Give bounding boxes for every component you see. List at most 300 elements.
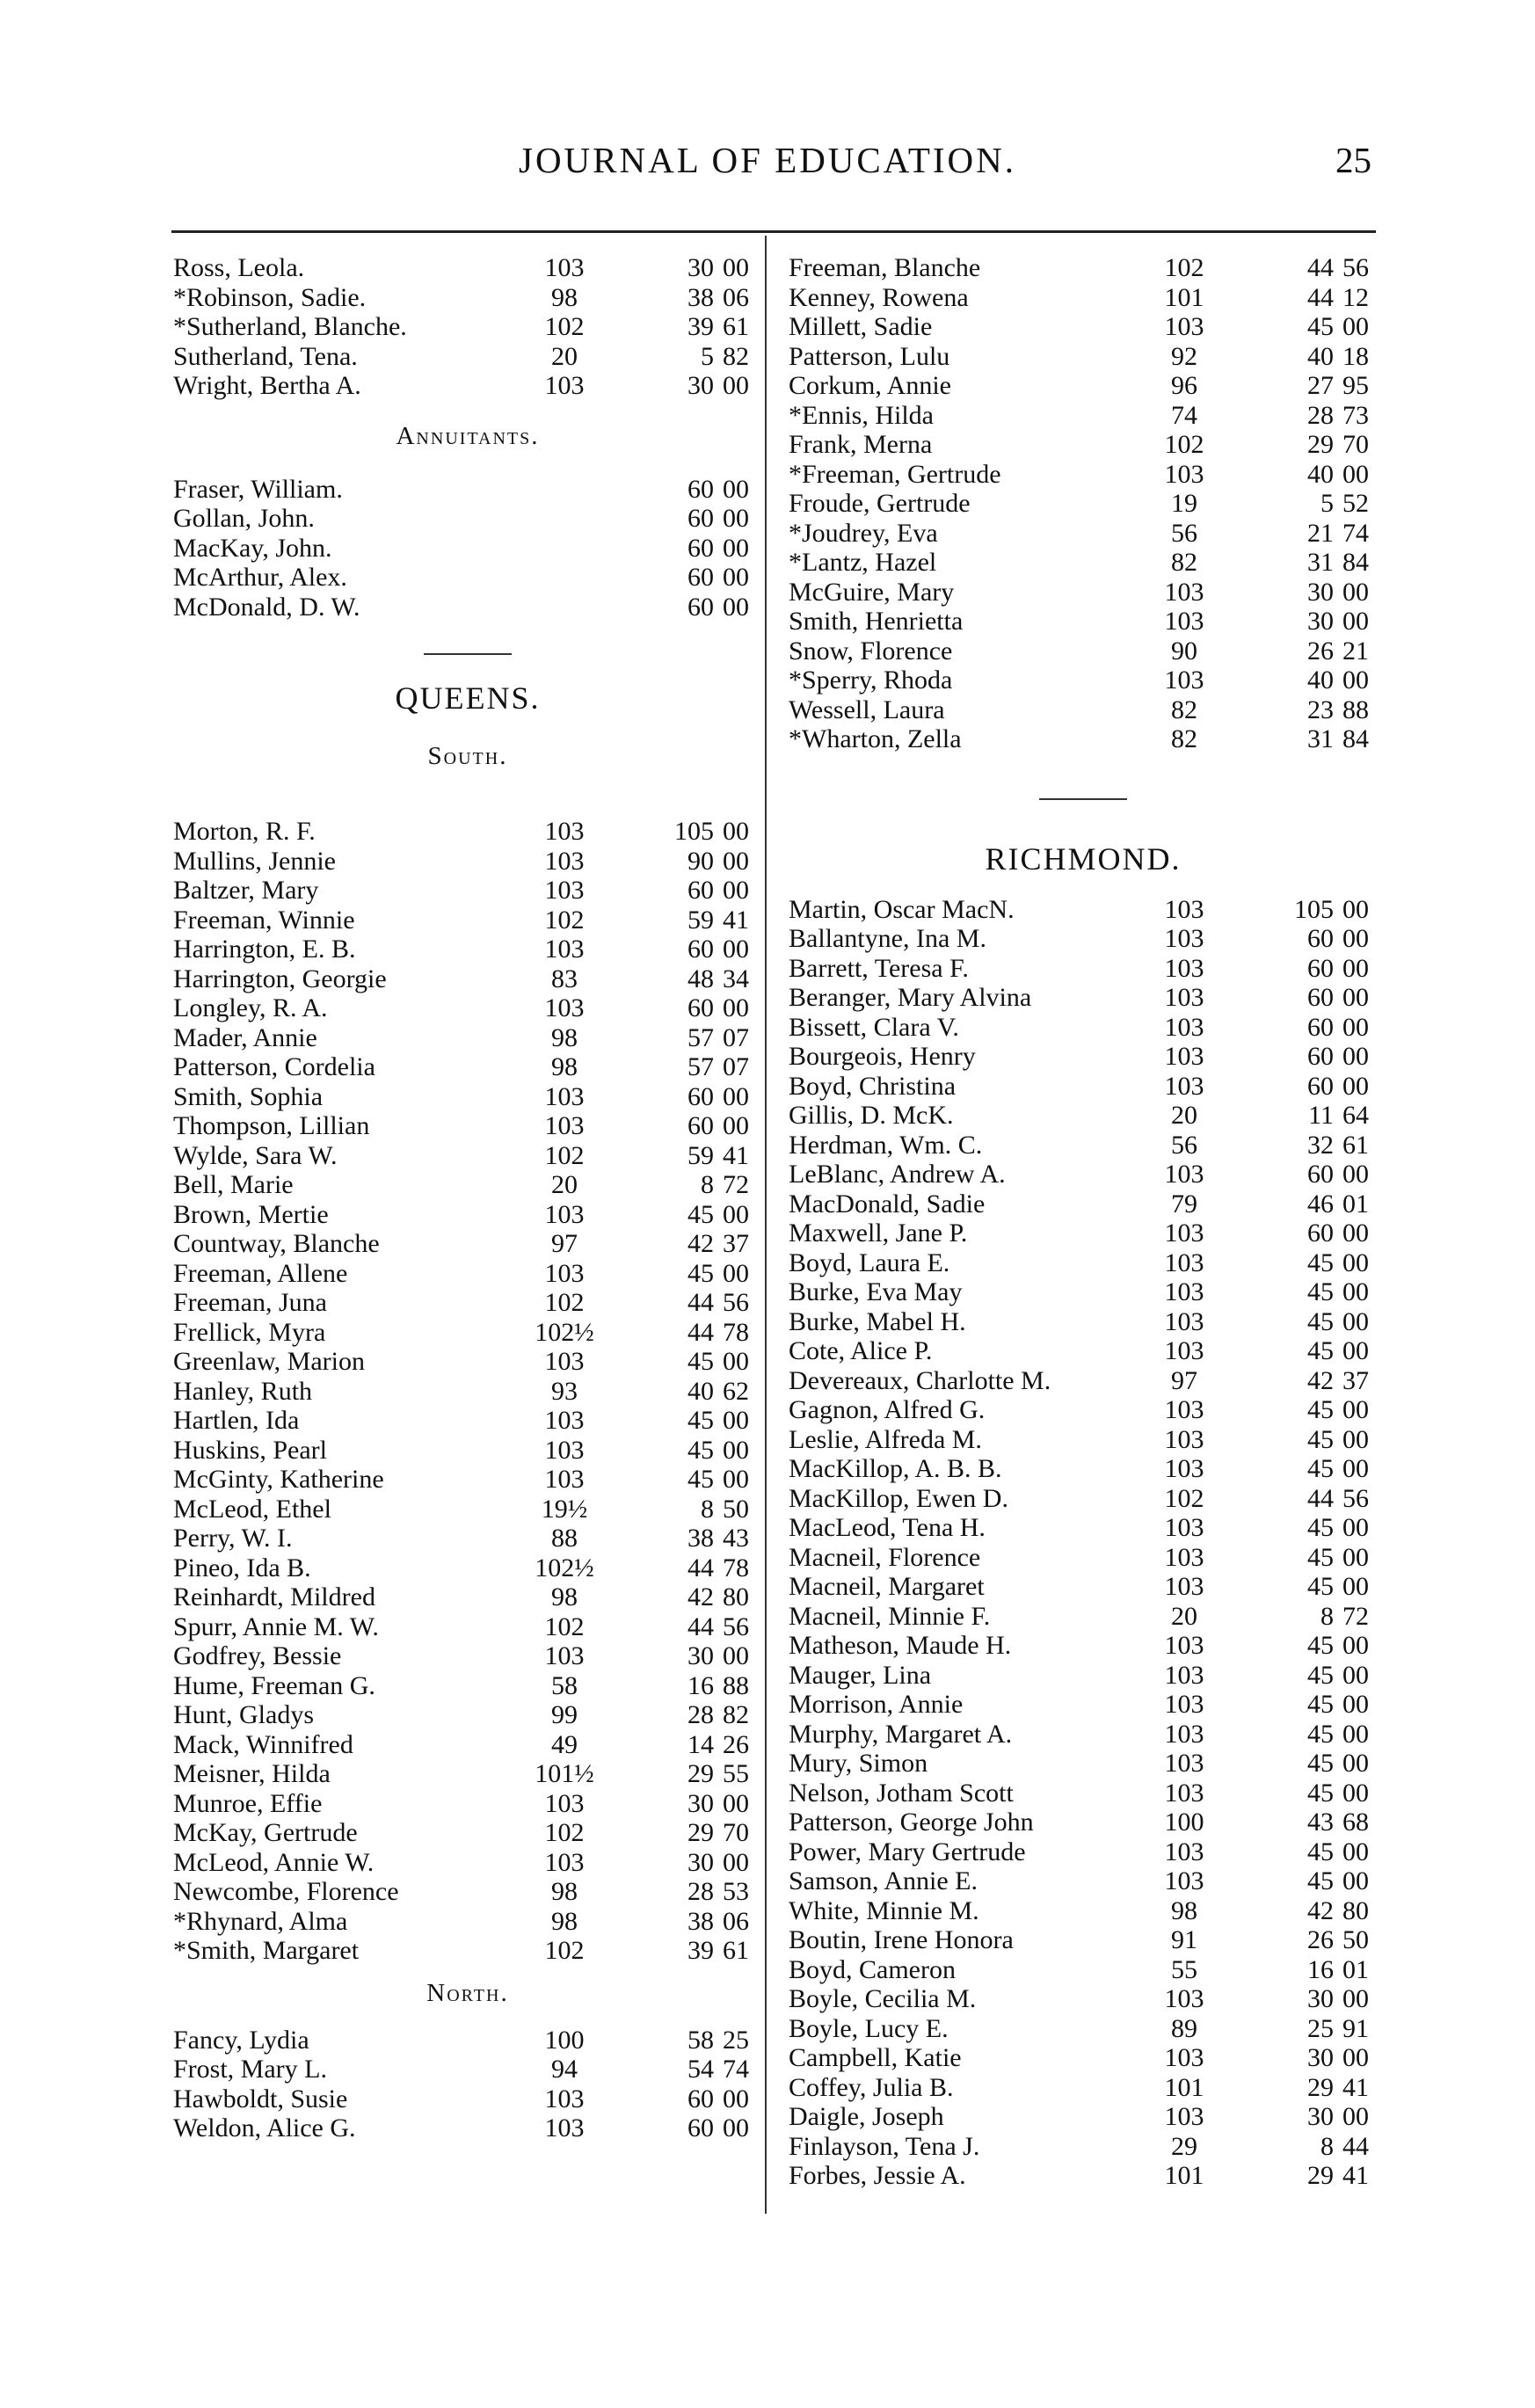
entry-cents: 00 (1342, 1395, 1369, 1424)
entry-cents: 00 (723, 504, 749, 533)
table-row (173, 876, 762, 906)
entry-grade: 56 (1171, 518, 1197, 548)
entry-dollars: 29 (687, 1759, 714, 1788)
entry-dollars: 8 (701, 1494, 714, 1524)
entry-grade: 98 (551, 282, 578, 312)
table-row (789, 1277, 1378, 1307)
entry-name: Finlayson, Tena J. (789, 2131, 980, 2161)
entry-grade: 103 (544, 1199, 585, 1229)
table-row (173, 2055, 762, 2084)
entry-name: Frank, Merna (789, 430, 933, 459)
entry-cents: 00 (1342, 1542, 1369, 1572)
entry-grade: 102 (544, 1611, 585, 1641)
entry-cents: 72 (723, 1170, 749, 1199)
entry-grade: 98 (551, 1052, 578, 1081)
entry-grade: 55 (1171, 1954, 1197, 1984)
entry-dollars: 30 (1307, 2043, 1334, 2072)
entry-grade: 103 (1164, 1424, 1204, 1454)
entry-grade: 19½ (541, 1494, 588, 1524)
entry-name: Bourgeois, Henry (789, 1042, 976, 1071)
table-row (173, 1612, 762, 1642)
entry-cents: 00 (1342, 924, 1369, 953)
entry-name: Nelson, Jotham Scott (789, 1778, 1014, 1808)
entry-name: Pineo, Ida B. (173, 1553, 311, 1582)
entry-cents: 00 (723, 1788, 749, 1818)
entry-name: Spurr, Annie M. W. (173, 1611, 379, 1641)
entry-dollars: 58 (687, 2025, 714, 2055)
entry-cents: 00 (723, 2084, 749, 2113)
entry-grade: 103 (1164, 666, 1204, 695)
entry-grade: 101 (1164, 2161, 1204, 2190)
annuitants-list (173, 475, 762, 622)
table-row (789, 1690, 1378, 1720)
entry-name: *Joudrey, Eva (789, 518, 938, 548)
entry-grade: 91 (1171, 1925, 1197, 1954)
entry-name: Macneil, Minnie F. (789, 1601, 991, 1631)
entry-grade: 97 (551, 1229, 578, 1258)
entry-dollars: 45 (687, 1406, 714, 1435)
entry-dollars: 60 (687, 563, 714, 592)
table-row (173, 1818, 762, 1848)
entry-dollars: 45 (1307, 1248, 1334, 1277)
entry-cents: 00 (1342, 1012, 1369, 1042)
table-row (789, 1661, 1378, 1691)
entry-grade: 103 (1164, 1306, 1204, 1336)
page-title: JOURNAL OF EDUCATION. (518, 140, 1016, 180)
entry-cents: 00 (1342, 1572, 1369, 1601)
entry-dollars: 5 (1320, 489, 1334, 518)
entry-name: Macneil, Margaret (789, 1572, 985, 1601)
entry-dollars: 60 (1307, 924, 1334, 953)
entry-dollars: 46 (1307, 1189, 1334, 1219)
entry-cents: 74 (723, 2055, 749, 2084)
entry-name: Boyd, Christina (789, 1071, 957, 1101)
entry-cents: 00 (723, 474, 749, 504)
table-row (789, 1631, 1378, 1661)
table-row (173, 1936, 762, 1966)
entry-name: Bissett, Clara V. (789, 1012, 959, 1042)
entry-cents: 06 (723, 282, 749, 312)
entry-dollars: 60 (1307, 1012, 1334, 1042)
entry-cents: 00 (1342, 1306, 1369, 1336)
entry-dollars: 30 (687, 1788, 714, 1818)
table-row (173, 1229, 762, 1259)
entry-grade: 103 (1164, 1866, 1204, 1895)
entry-dollars: 45 (687, 1199, 714, 1229)
entry-cents: 00 (1342, 1336, 1369, 1365)
entry-dollars: 44 (687, 1288, 714, 1317)
entry-name: McDonald, D. W. (173, 592, 360, 622)
table-row (789, 1072, 1378, 1102)
entry-name: *Wharton, Zella (789, 724, 962, 753)
entry-grade: 103 (1164, 1395, 1204, 1424)
table-row (789, 312, 1378, 342)
entry-dollars: 57 (687, 1022, 714, 1052)
entry-cents: 00 (723, 1435, 749, 1465)
entry-name: *Smith, Margaret (173, 1936, 360, 1965)
entry-dollars: 5 (701, 341, 714, 371)
entry-cents: 00 (723, 846, 749, 876)
entry-name: Frost, Mary L. (173, 2055, 327, 2084)
entry-grade: 103 (1164, 894, 1204, 924)
entry-cents: 37 (1342, 1365, 1369, 1395)
entry-grade: 103 (544, 935, 585, 964)
entry-dollars: 60 (687, 876, 714, 905)
entry-dollars: 60 (687, 1081, 714, 1111)
table-row (173, 1671, 762, 1701)
table-row (789, 2073, 1378, 2103)
entry-dollars: 45 (1307, 1454, 1334, 1483)
entry-dollars: 30 (1307, 607, 1334, 636)
table-row (789, 637, 1378, 666)
entry-name: Wylde, Sara W. (173, 1140, 338, 1170)
entry-cents: 82 (723, 1700, 749, 1729)
entry-cents: 43 (723, 1524, 749, 1553)
table-row (789, 1366, 1378, 1396)
entry-name: Freeman, Winnie (173, 905, 355, 935)
entry-grade: 102 (544, 312, 585, 341)
table-row (173, 1170, 762, 1200)
entry-grade: 103 (1164, 953, 1204, 983)
entry-dollars: 54 (687, 2055, 714, 2084)
entry-dollars: 38 (687, 1906, 714, 1936)
entry-dollars: 42 (1307, 1895, 1334, 1925)
entry-grade: 93 (551, 1376, 578, 1406)
entry-dollars: 11 (1308, 1101, 1334, 1130)
entry-name: Smith, Sophia (173, 1081, 324, 1111)
table-row (173, 1848, 762, 1878)
left-carry-over-list (173, 253, 762, 401)
table-row (789, 1513, 1378, 1543)
table-row (789, 1425, 1378, 1455)
entry-dollars: 28 (687, 1700, 714, 1729)
table-row (789, 1896, 1378, 1926)
entry-name: Mack, Winnifred (173, 1729, 353, 1759)
entry-grade: 103 (1164, 1984, 1204, 2013)
entry-name: McLeod, Annie W. (173, 1847, 375, 1877)
entry-cents: 00 (1342, 1749, 1369, 1778)
table-row (789, 1837, 1378, 1867)
entry-name: Power, Mary Gertrude (789, 1837, 1026, 1866)
entry-name: Harrington, Georgie (173, 964, 387, 993)
entry-dollars: 44 (687, 1553, 714, 1582)
entry-name: Devereaux, Charlotte M. (789, 1365, 1051, 1395)
entry-cents: 56 (1342, 1483, 1369, 1513)
entry-grade: 79 (1171, 1189, 1197, 1219)
entry-name: MacLeod, Tena H. (789, 1513, 986, 1542)
entry-name: Patterson, Lulu (789, 341, 950, 371)
entry-cents: 00 (723, 592, 749, 622)
table-row (789, 983, 1378, 1013)
entry-cents: 00 (1342, 953, 1369, 983)
entry-dollars: 60 (1307, 1160, 1334, 1189)
entry-cents: 00 (723, 1406, 749, 1435)
entry-dollars: 42 (1307, 1365, 1334, 1395)
table-row (789, 1602, 1378, 1632)
entry-cents: 00 (723, 1641, 749, 1670)
entry-dollars: 45 (1307, 1395, 1334, 1424)
table-row (173, 504, 762, 534)
table-row (789, 1013, 1378, 1043)
entry-name: Snow, Florence (789, 636, 953, 666)
entry-dollars: 30 (1307, 2102, 1334, 2131)
entry-name: Frellick, Myra (173, 1317, 326, 1347)
entry-grade: 20 (1171, 1601, 1197, 1631)
table-row (789, 1307, 1378, 1337)
table-row (173, 1259, 762, 1289)
entry-dollars: 60 (687, 935, 714, 964)
entry-dollars: 105 (1294, 894, 1334, 924)
table-row (789, 1454, 1378, 1484)
table-row (789, 666, 1378, 695)
entry-dollars: 48 (687, 964, 714, 993)
north-list (173, 2026, 762, 2143)
table-row (789, 895, 1378, 925)
table-row (173, 1347, 762, 1377)
entry-name: McLeod, Ethel (173, 1494, 331, 1524)
entry-dollars: 60 (1307, 983, 1334, 1012)
entry-name: Burke, Eva May (789, 1277, 963, 1306)
entry-cents: 00 (723, 935, 749, 964)
entry-cents: 50 (723, 1494, 749, 1524)
table-row (173, 1641, 762, 1671)
entry-dollars: 45 (687, 1435, 714, 1465)
entry-cents: 72 (1342, 1601, 1369, 1631)
entry-dollars: 40 (1307, 666, 1334, 695)
entry-name: Baltzer, Mary (173, 876, 319, 905)
entry-dollars: 42 (687, 1229, 714, 1258)
table-row (789, 695, 1378, 725)
entry-dollars: 29 (687, 1818, 714, 1847)
entry-dollars: 44 (687, 1611, 714, 1641)
entry-grade: 98 (551, 1022, 578, 1052)
right-carry-over-list (789, 253, 1378, 754)
entry-name: Morton, R. F. (173, 817, 316, 846)
entry-grade: 103 (1164, 607, 1204, 636)
entry-cents: 41 (723, 905, 749, 935)
entry-cents: 00 (723, 876, 749, 905)
entry-dollars: 23 (1307, 695, 1334, 724)
entry-cents: 00 (1342, 2102, 1369, 2131)
entry-cents: 55 (723, 1759, 749, 1788)
entry-dollars: 25 (1307, 2013, 1334, 2043)
entry-dollars: 29 (1307, 2072, 1334, 2102)
entry-dollars: 45 (1307, 1837, 1334, 1866)
entry-name: Hunt, Gladys (173, 1700, 314, 1729)
entry-name: MacKay, John. (173, 533, 332, 563)
entry-cents: 00 (1342, 894, 1369, 924)
entry-grade: 102 (544, 1288, 585, 1317)
entry-name: Barrett, Teresa F. (789, 953, 969, 983)
entry-cents: 00 (1342, 1071, 1369, 1101)
entry-dollars: 45 (1307, 1336, 1334, 1365)
entry-grade: 103 (544, 1081, 585, 1111)
entry-name: Meisner, Hilda (173, 1759, 331, 1788)
table-row (789, 1336, 1378, 1366)
entry-name: Newcombe, Florence (173, 1877, 399, 1906)
entry-dollars: 45 (1307, 1306, 1334, 1336)
entry-grade: 103 (544, 817, 585, 846)
entry-dollars: 60 (687, 533, 714, 563)
entry-dollars: 40 (1307, 341, 1334, 371)
entry-dollars: 90 (687, 846, 714, 876)
entry-dollars: 57 (687, 1052, 714, 1081)
table-row (789, 1131, 1378, 1160)
entry-name: Freeman, Blanche (789, 253, 981, 282)
entry-name: Coffey, Julia B. (789, 2072, 954, 2102)
entry-grade: 20 (551, 1170, 578, 1199)
entry-name: *Robinson, Sadie. (173, 282, 367, 312)
entry-grade: 103 (1164, 1248, 1204, 1277)
entry-dollars: 60 (687, 2084, 714, 2113)
entry-cents: 88 (1342, 695, 1369, 724)
entry-dollars: 59 (687, 905, 714, 935)
entry-name: Morrison, Annie (789, 1690, 964, 1719)
entry-grade: 103 (544, 2084, 585, 2113)
entry-grade: 20 (1171, 1101, 1197, 1130)
table-row (173, 1288, 762, 1318)
table-row (173, 1406, 762, 1436)
south-heading: South. (427, 742, 508, 770)
entry-name: Kenney, Rowena (789, 282, 969, 312)
entry-grade: 103 (544, 1847, 585, 1877)
entry-grade: 19 (1171, 489, 1197, 518)
entry-dollars: 45 (687, 1347, 714, 1376)
entry-name: Reinhardt, Mildred (173, 1582, 375, 1611)
table-row (173, 534, 762, 564)
entry-cents: 12 (1342, 282, 1369, 312)
entry-dollars: 44 (1307, 253, 1334, 282)
entry-grade: 102 (544, 1818, 585, 1847)
entry-grade: 101 (1164, 282, 1204, 312)
entry-cents: 00 (1342, 1837, 1369, 1866)
table-row (789, 2132, 1378, 2162)
entry-dollars: 45 (1307, 1277, 1334, 1306)
entry-name: Beranger, Mary Alvina (789, 983, 1032, 1012)
table-row (789, 1720, 1378, 1750)
entry-dollars: 40 (687, 1376, 714, 1406)
table-row (789, 578, 1378, 607)
table-row (173, 1465, 762, 1495)
table-row (789, 548, 1378, 578)
entry-name: Boyle, Cecilia M. (789, 1984, 977, 2013)
entry-grade: 83 (551, 964, 578, 993)
entry-dollars: 45 (1307, 1513, 1334, 1542)
entry-cents: 01 (1342, 1954, 1369, 1984)
table-row (173, 2084, 762, 2114)
entry-grade: 103 (544, 1406, 585, 1435)
entry-cents: 00 (723, 253, 749, 282)
table-row (789, 1866, 1378, 1896)
entry-name: Gagnon, Alfred G. (789, 1395, 986, 1424)
entry-name: Cote, Alice P. (789, 1336, 933, 1365)
entry-dollars: 8 (1320, 1601, 1334, 1631)
table-row (789, 1219, 1378, 1248)
entry-dollars: 42 (687, 1582, 714, 1611)
entry-dollars: 29 (1307, 430, 1334, 459)
entry-cents: 00 (1342, 459, 1369, 489)
entry-cents: 56 (723, 1288, 749, 1317)
table-row (789, 954, 1378, 984)
entry-cents: 00 (723, 533, 749, 563)
entry-cents: 00 (723, 1199, 749, 1229)
entry-name: McGinty, Katherine (173, 1465, 384, 1494)
entry-name: White, Minnie M. (789, 1895, 979, 1925)
table-row (789, 1779, 1378, 1808)
entry-grade: 102 (1164, 253, 1204, 282)
entry-name: Mury, Simon (789, 1749, 928, 1778)
entry-name: Hartlen, Ida (173, 1406, 300, 1435)
entry-grade: 103 (1164, 1160, 1204, 1189)
table-row (173, 906, 762, 935)
entry-grade: 82 (1171, 695, 1197, 724)
page-number: 25 (1335, 140, 1371, 180)
table-row (789, 283, 1378, 313)
table-row (789, 430, 1378, 460)
table-row (173, 935, 762, 964)
entry-dollars: 60 (1307, 953, 1334, 983)
entry-dollars: 44 (687, 1317, 714, 1347)
table-row (173, 817, 762, 847)
entry-grade: 103 (1164, 1219, 1204, 1248)
entry-dollars: 44 (1307, 282, 1334, 312)
entry-grade: 29 (1171, 2131, 1197, 2161)
entry-grade: 56 (1171, 1130, 1197, 1160)
table-row (789, 253, 1378, 283)
entry-dollars: 45 (1307, 1866, 1334, 1895)
entry-name: Ross, Leola. (173, 253, 305, 282)
entry-cents: 53 (723, 1877, 749, 1906)
entry-dollars: 44 (1307, 1483, 1334, 1513)
entry-name: Martin, Oscar MacN. (789, 894, 1015, 924)
table-row (173, 312, 762, 342)
entry-name: Longley, R. A. (173, 993, 328, 1022)
entry-dollars: 26 (1307, 636, 1334, 666)
entry-grade: 103 (1164, 312, 1204, 341)
entry-cents: 70 (723, 1818, 749, 1847)
table-row (789, 371, 1378, 401)
entry-grade: 102 (544, 1936, 585, 1965)
entry-cents: 00 (1342, 1513, 1369, 1542)
table-row (789, 1984, 1378, 2014)
entry-cents: 34 (723, 964, 749, 993)
entry-grade: 98 (551, 1582, 578, 1611)
entry-cents: 61 (723, 312, 749, 341)
entry-dollars: 45 (1307, 1778, 1334, 1808)
entry-dollars: 45 (1307, 1660, 1334, 1690)
table-row (173, 1495, 762, 1524)
entry-dollars: 30 (1307, 577, 1334, 607)
entry-dollars: 28 (1307, 400, 1334, 430)
entry-cents: 00 (1342, 1454, 1369, 1483)
entry-cents: 06 (723, 1906, 749, 1936)
entry-grade: 58 (551, 1670, 578, 1700)
entry-dollars: 31 (1307, 724, 1334, 753)
entry-cents: 56 (1342, 253, 1369, 282)
entry-cents: 00 (1342, 2043, 1369, 2072)
entry-grade: 103 (1164, 1071, 1204, 1101)
section-rule (424, 653, 512, 655)
right-column (789, 253, 1378, 2191)
entry-dollars: 45 (1307, 1749, 1334, 1778)
entry-cents: 00 (1342, 1984, 1369, 2013)
entry-grade: 103 (544, 2113, 585, 2142)
entry-grade: 103 (544, 1258, 585, 1288)
entry-name: Fraser, William. (173, 474, 343, 504)
entry-name: Corkum, Annie (789, 371, 951, 400)
entry-grade: 103 (1164, 1719, 1204, 1749)
table-row (789, 1484, 1378, 1514)
